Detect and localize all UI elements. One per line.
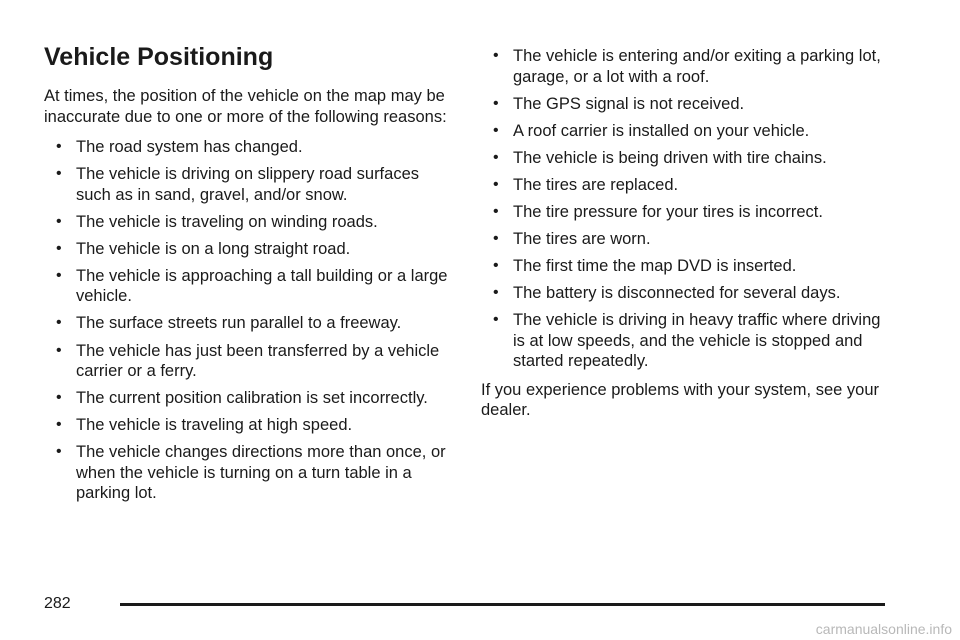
bullet-text: The tire pressure for your tires is incorrect. bbox=[513, 202, 823, 221]
bullet-item bbox=[481, 121, 891, 142]
bullet-text: The vehicle is driving on slippery road surfaces such as in sand, gravel, and/or snow. bbox=[76, 165, 419, 204]
bullet-item bbox=[481, 256, 891, 277]
bullet-dot: • bbox=[56, 212, 62, 230]
bullet-dot: • bbox=[56, 165, 62, 183]
bullet-dot: • bbox=[56, 389, 62, 407]
bullet-dot: • bbox=[56, 416, 62, 434]
right-column bbox=[481, 46, 891, 431]
bullet-item bbox=[481, 310, 891, 372]
bullet-item bbox=[481, 94, 891, 115]
bullet-text: The road system has changed. bbox=[76, 138, 303, 156]
bullet-item bbox=[44, 388, 454, 409]
bullet-item bbox=[44, 266, 454, 307]
bullet-dot: • bbox=[493, 175, 499, 193]
bullet-text: The surface streets run parallel to a freeway. bbox=[76, 314, 402, 333]
bullet-dot: • bbox=[493, 148, 499, 166]
bullet-item bbox=[44, 164, 454, 205]
bullet-dot: • bbox=[493, 311, 499, 329]
bullet-dot: • bbox=[56, 341, 62, 359]
bullet-text: The vehicle has just been transferred by a vehicle carrier or a ferry. bbox=[76, 341, 440, 381]
bullet-text: The tires are replaced. bbox=[513, 175, 679, 194]
right-bullet-list bbox=[481, 46, 891, 372]
bullet-item bbox=[44, 341, 454, 382]
bullet-text: The battery is disconnected for several days. bbox=[513, 284, 841, 303]
bullet-dot: • bbox=[493, 202, 499, 220]
bullet-dot: • bbox=[493, 230, 499, 248]
watermark: carmanualsonline.info bbox=[815, 621, 952, 637]
bullet-text: The GPS signal is not received. bbox=[513, 94, 745, 113]
bullet-text: The vehicle is traveling on winding roads. bbox=[76, 212, 378, 231]
footer-rule bbox=[120, 603, 885, 606]
bullet-item bbox=[44, 239, 454, 260]
bullet-dot: • bbox=[56, 443, 62, 461]
bullet-dot: • bbox=[493, 121, 499, 139]
bullet-dot: • bbox=[493, 257, 499, 275]
page-number: 282 bbox=[44, 595, 71, 612]
bullet-item bbox=[481, 46, 891, 87]
bullet-item bbox=[481, 175, 891, 196]
bullet-text: The vehicle is being driven with tire chains. bbox=[513, 148, 827, 167]
bullet-dot: • bbox=[493, 47, 499, 64]
bullet-text: The current position calibration is set incorrectly. bbox=[76, 389, 428, 408]
bullet-text: The vehicle is traveling at high speed. bbox=[76, 416, 353, 435]
left-column bbox=[44, 40, 454, 510]
bullet-dot: • bbox=[493, 284, 499, 302]
bullet-item bbox=[44, 313, 454, 334]
bullet-item bbox=[44, 442, 454, 504]
bullet-item bbox=[481, 229, 891, 250]
closing-paragraph: If you experience problems with your system, see your dealer. bbox=[481, 380, 880, 420]
bullet-item bbox=[481, 148, 891, 169]
bullet-text: The vehicle is on a long straight road. bbox=[76, 239, 351, 258]
bullet-item bbox=[44, 415, 454, 436]
left-bullet-list bbox=[44, 137, 454, 504]
bullet-dot: • bbox=[493, 94, 499, 112]
bullet-dot: • bbox=[56, 239, 62, 257]
bullet-text: The tires are worn. bbox=[513, 230, 651, 249]
bullet-item bbox=[481, 283, 891, 304]
bullet-text: The vehicle is entering and/or exiting a parking lot, garage, or a lot with a roof. bbox=[513, 47, 881, 86]
bullet-text: The vehicle changes directions more than once, or when the vehicle is turning on a turn table in a parking lot. bbox=[76, 443, 446, 503]
bullet-text: The first time the map DVD is inserted. bbox=[513, 257, 797, 276]
bullet-dot: • bbox=[56, 266, 62, 284]
bullet-item bbox=[44, 212, 454, 233]
bullet-item bbox=[44, 137, 454, 158]
page-title: Vehicle Positioning bbox=[44, 43, 274, 71]
bullet-item bbox=[481, 202, 891, 223]
bullet-dot: • bbox=[56, 314, 62, 332]
intro-paragraph: At times, the position of the vehicle on the map may be inaccurate due to one or more of the following reasons: bbox=[44, 87, 447, 126]
bullet-text: The vehicle is driving in heavy traffic where driving is at low speeds, and the vehicle is stopped and started repeatedly. bbox=[513, 311, 881, 371]
bullet-dot: • bbox=[56, 138, 62, 155]
bullet-text: The vehicle is approaching a tall building or a large vehicle. bbox=[76, 266, 448, 306]
bullet-text: A roof carrier is installed on your vehicle. bbox=[513, 121, 810, 140]
